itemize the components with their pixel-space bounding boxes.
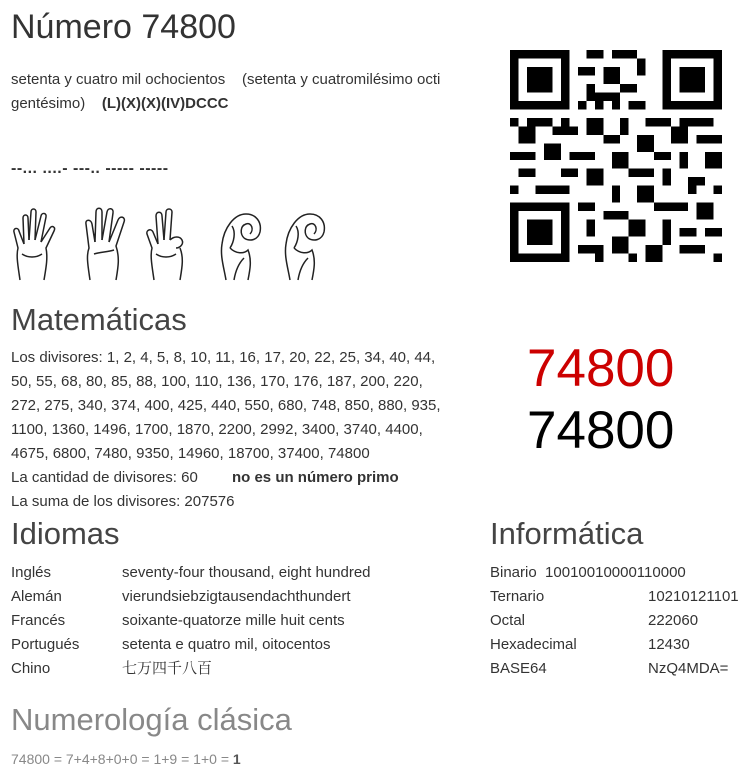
hand-0-icon (278, 206, 334, 282)
divisors-line: 272, 275, 340, 374, 400, 425, 440, 550, 680, 748, 850, 880, 935, (11, 397, 441, 414)
numerology-formula-line (11, 747, 241, 771)
hand-8-icon (144, 206, 200, 282)
base-value: 12430 (648, 636, 690, 653)
big-number-black: 74800 (527, 401, 675, 460)
language-row-label: Portugués (11, 636, 80, 653)
divisor-count: La cantidad de divisores: 60 (11, 469, 198, 486)
base-label: Hexadecimal (490, 636, 577, 653)
base-value: 10210121101 (648, 588, 739, 605)
divisors-line: 1100, 1360, 1496, 1700, 1870, 2200, 2992, 3400, 3740, 4400, (11, 421, 423, 438)
hand-7-icon (10, 206, 66, 282)
prime-status: no es un número primo (231, 469, 399, 486)
morse-code: --... ....- ---.. ----- ----- (11, 160, 169, 177)
divisors-block (11, 346, 481, 514)
qr-code-icon (510, 50, 722, 262)
base-label: Octal (490, 612, 526, 629)
divisors-line: 50, 55, 68, 80, 85, 88, 100, 110, 136, 170, 176, 187, 200, 220, (11, 373, 423, 390)
math-heading: Matemáticas (11, 302, 187, 337)
big-number-red: 74800 (527, 339, 675, 398)
language-row-value: vierundsiebzigtausendachthundert (122, 588, 351, 605)
language-row-value: soixante-quatorze mille huit cents (122, 612, 345, 629)
base-value: 222060 (648, 612, 699, 629)
base-label: Ternario (490, 588, 545, 605)
language-row-value: 七万四千八百 (122, 660, 213, 677)
language-row-label: Inglés (11, 564, 52, 581)
hand-0-icon (214, 206, 270, 282)
cardinal-name: setenta y cuatro mil ochocientos (11, 71, 226, 88)
language-row-label: Chino (11, 660, 51, 677)
language-row-label: Alemán (11, 588, 62, 605)
computing-heading: Informática (490, 516, 644, 551)
divisors-line: 4675, 6800, 7480, 9350, 14960, 18700, 37400, 74800 (11, 445, 370, 462)
ordinal-name: (setenta y cuatromilésimo octi gentésimo) (11, 71, 441, 112)
base-label: BASE64 (490, 660, 547, 677)
numerology-heading: Numerología clásica (11, 702, 292, 737)
language-row-label: Francés (11, 612, 66, 629)
binary-value: 10010010000110000 (545, 564, 686, 581)
numerology-result: 1 (232, 751, 241, 767)
number-names (11, 68, 481, 116)
languages-heading: Idiomas (11, 516, 120, 551)
base-value: NzQ4MDA= (648, 660, 729, 677)
language-row-value: seventy-four thousand, eight hundred (122, 564, 371, 581)
page-title: Número 74800 (11, 8, 236, 46)
divisor-sum: La suma de los divisores: 207576 (11, 493, 235, 510)
divisors-line: Los divisores: 1, 2, 4, 5, 8, 10, 11, 16, 17, 20, 22, 25, 34, 40, 44, (11, 349, 436, 366)
binary-row (490, 561, 686, 585)
roman-numeral: (L)(X)(X)(IV)DCCC (101, 95, 229, 112)
language-row-value: setenta e quatro mil, oitocentos (122, 636, 331, 653)
divisors-label: Los divisores: (11, 349, 103, 366)
numerology-formula: 74800 = 7+4+8+0+0 = 1+9 = 1+0 = (11, 751, 229, 767)
hand-4-icon (80, 206, 136, 282)
divisor-count-line (11, 466, 481, 490)
binary-label: Binario (490, 564, 537, 581)
